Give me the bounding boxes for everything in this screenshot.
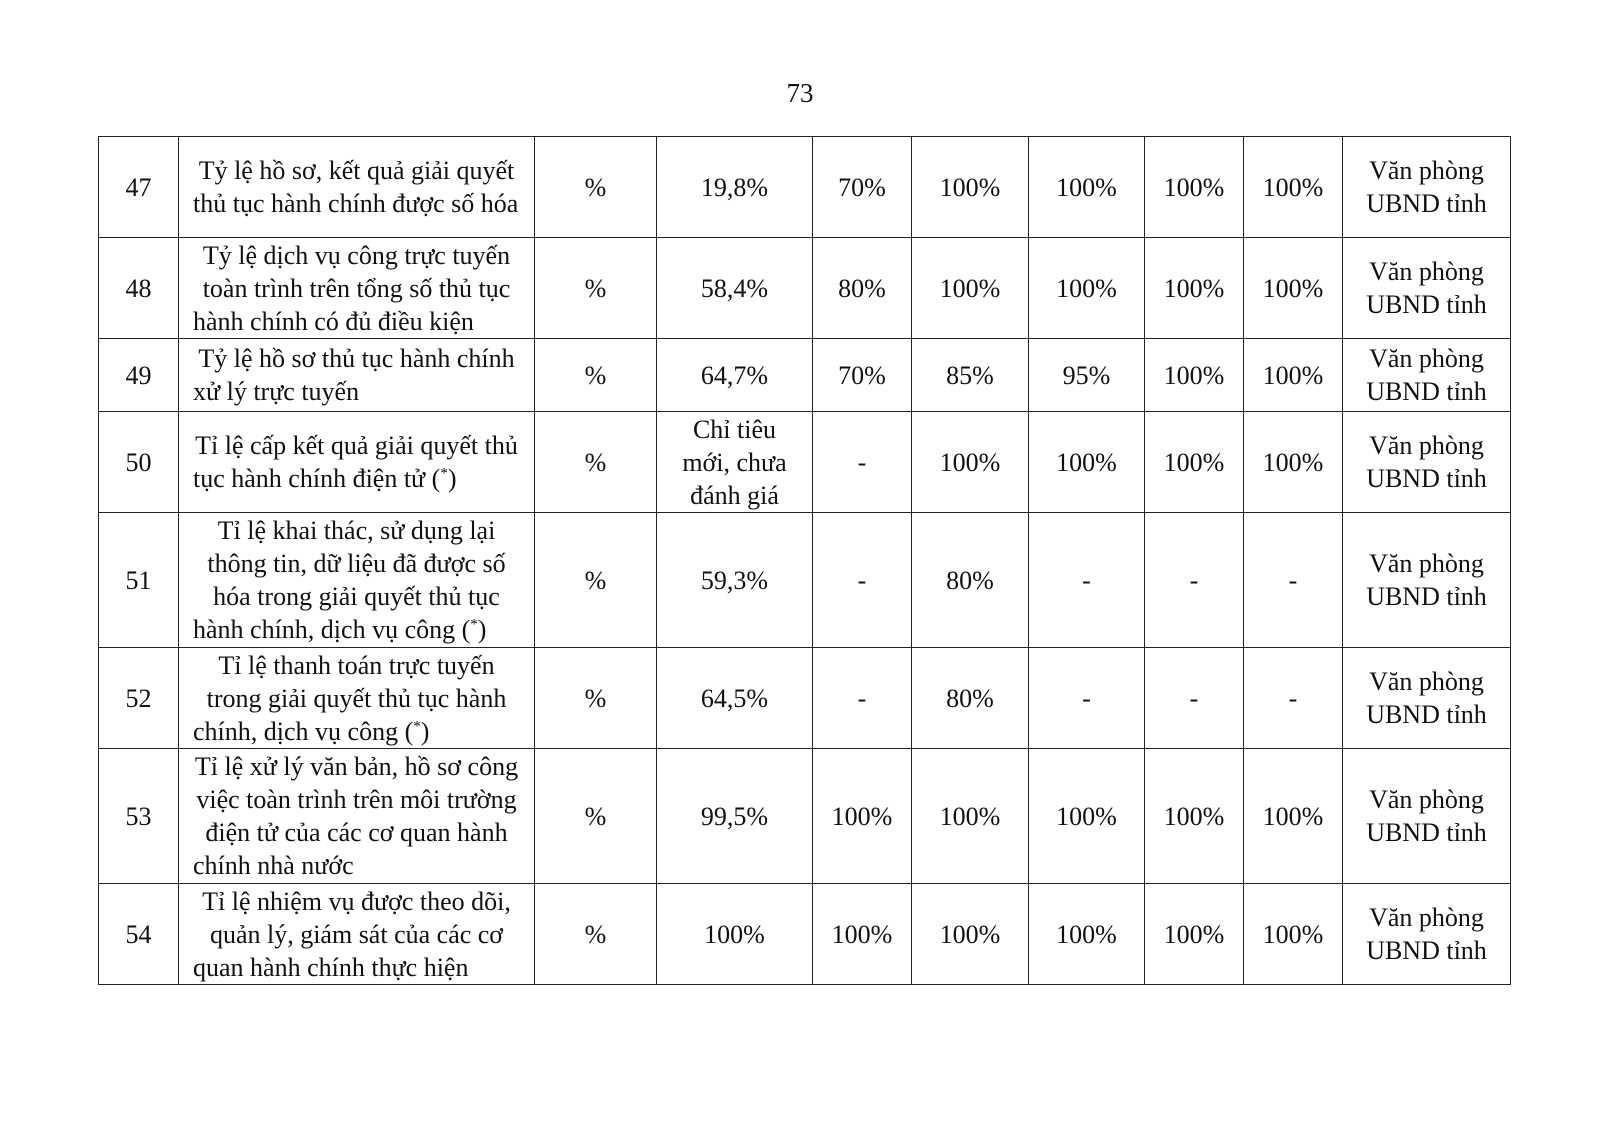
indicator-description-end: ) <box>447 464 457 493</box>
target-cell-2: 85% <box>912 339 1029 412</box>
indicator-description: Tỉ lệ khai thác, sử dụng lại thông tin, dữ liệu đã được số hóa trong giải quyết thủ tục hành chính, dịch vụ công ( <box>193 516 506 644</box>
page-number: 73 <box>786 78 814 108</box>
unit-cell: % <box>535 513 657 648</box>
row-number-cell: 47 <box>99 137 179 238</box>
target-cell-3: 100% <box>1029 412 1145 513</box>
target-cell-3: 100% <box>1029 238 1145 339</box>
indicator-description: Tỷ lệ hồ sơ, kết quả giải quyết thủ tục hành chính được số hóa <box>193 156 519 218</box>
target-cell-5: 100% <box>1244 238 1343 339</box>
target-cell-1: - <box>813 513 912 648</box>
target-cell-1: 100% <box>813 749 912 884</box>
unit-cell: % <box>535 412 657 513</box>
table-row <box>99 339 1511 412</box>
target-cell-5: - <box>1244 513 1343 648</box>
current-value-line: 64,7% <box>700 360 769 390</box>
table-row <box>99 513 1511 648</box>
indicator-table <box>98 136 1511 985</box>
indicator-description-cell <box>179 137 535 238</box>
target-cell-2: 80% <box>912 648 1029 749</box>
current-value-line: đánh giá <box>690 480 779 510</box>
row-number-cell: 51 <box>99 513 179 648</box>
agency-line: UBND tỉnh <box>1366 936 1487 965</box>
target-cell-1: 70% <box>813 137 912 238</box>
current-value-cell <box>657 238 813 339</box>
current-value-cell <box>657 513 813 648</box>
target-cell-4: 100% <box>1145 339 1244 412</box>
target-cell-1: - <box>813 648 912 749</box>
current-value-line: Chỉ tiêu <box>692 414 777 444</box>
agency-line: UBND tỉnh <box>1366 189 1487 218</box>
target-cell-1: 70% <box>813 339 912 412</box>
target-cell-3: 100% <box>1029 137 1145 238</box>
row-number-cell: 50 <box>99 412 179 513</box>
unit-cell: % <box>535 339 657 412</box>
responsible-agency-cell <box>1343 238 1511 339</box>
target-cell-2: 100% <box>912 412 1029 513</box>
current-value-line: 59,3% <box>700 565 769 595</box>
responsible-agency-cell <box>1343 412 1511 513</box>
target-cell-4: - <box>1145 513 1244 648</box>
current-value-line: 99,5% <box>700 801 769 831</box>
target-cell-4: 100% <box>1145 884 1244 985</box>
indicator-description: Tỷ lệ dịch vụ công trực tuyến toàn trình trên tổng số thủ tục hành chính có đủ điều kiện <box>193 240 511 336</box>
current-value-cell <box>657 412 813 513</box>
target-cell-5: - <box>1244 648 1343 749</box>
indicator-description-cell <box>179 339 535 412</box>
agency-line: UBND tỉnh <box>1366 290 1487 319</box>
target-cell-5: 100% <box>1244 412 1343 513</box>
agency-line: Văn phòng <box>1369 257 1484 286</box>
target-cell-3: 100% <box>1029 749 1145 884</box>
agency-line: Văn phòng <box>1369 431 1484 460</box>
current-value-line: 58,4% <box>700 273 769 303</box>
indicator-description-cell <box>179 238 535 339</box>
target-cell-4: 100% <box>1145 137 1244 238</box>
target-cell-2: 100% <box>912 137 1029 238</box>
agency-line: UBND tỉnh <box>1366 464 1487 493</box>
target-cell-4: - <box>1145 648 1244 749</box>
current-value-line: 19,8% <box>700 172 769 202</box>
target-cell-5: 100% <box>1244 749 1343 884</box>
responsible-agency-cell <box>1343 137 1511 238</box>
target-cell-5: 100% <box>1244 884 1343 985</box>
table-row <box>99 238 1511 339</box>
unit-cell: % <box>535 137 657 238</box>
row-number-cell: 54 <box>99 884 179 985</box>
indicator-description: Tỷ lệ hồ sơ thủ tục hành chính xử lý trực tuyến <box>193 344 515 406</box>
responsible-agency-cell <box>1343 749 1511 884</box>
indicator-description: Tỉ lệ xử lý văn bản, hồ sơ công việc toàn trình trên môi trường điện tử của các cơ quan hành chính nhà nước <box>193 752 519 880</box>
target-cell-2: 80% <box>912 513 1029 648</box>
unit-cell: % <box>535 749 657 884</box>
current-value-cell <box>657 648 813 749</box>
target-cell-5: 100% <box>1244 339 1343 412</box>
table-row <box>99 749 1511 884</box>
target-cell-4: 100% <box>1145 238 1244 339</box>
table-row <box>99 412 1511 513</box>
target-cell-4: 100% <box>1145 412 1244 513</box>
agency-line: UBND tỉnh <box>1366 818 1487 847</box>
row-number-cell: 53 <box>99 749 179 884</box>
footnote-marker: * <box>440 465 448 482</box>
agency-line: Văn phòng <box>1369 785 1484 814</box>
indicator-description-cell <box>179 884 535 985</box>
indicator-description-cell <box>179 412 535 513</box>
agency-line: Văn phòng <box>1369 667 1484 696</box>
current-value-cell <box>657 137 813 238</box>
footnote-marker: * <box>413 717 421 734</box>
footnote-marker: * <box>470 616 478 633</box>
indicator-description-end: ) <box>477 615 487 644</box>
indicator-description-cell <box>179 513 535 648</box>
unit-cell: % <box>535 884 657 985</box>
responsible-agency-cell <box>1343 339 1511 412</box>
target-cell-3: - <box>1029 513 1145 648</box>
indicator-description: Tỉ lệ thanh toán trực tuyến trong giải quyết thủ tục hành chính, dịch vụ công ( <box>193 650 507 746</box>
table-row <box>99 648 1511 749</box>
table-row <box>99 137 1511 238</box>
agency-line: Văn phòng <box>1369 344 1484 373</box>
row-number-cell: 49 <box>99 339 179 412</box>
agency-line: UBND tỉnh <box>1366 582 1487 611</box>
current-value-line: 100% <box>704 919 765 949</box>
target-cell-3: 100% <box>1029 884 1145 985</box>
target-cell-1: 80% <box>813 238 912 339</box>
row-number-cell: 48 <box>99 238 179 339</box>
target-cell-2: 100% <box>912 749 1029 884</box>
table-row <box>99 884 1511 985</box>
responsible-agency-cell <box>1343 648 1511 749</box>
current-value-cell <box>657 749 813 884</box>
current-value-cell <box>657 884 813 985</box>
agency-line: UBND tỉnh <box>1366 700 1487 729</box>
agency-line: Văn phòng <box>1369 903 1484 932</box>
target-cell-1: 100% <box>813 884 912 985</box>
current-value-line: mới, chưa <box>682 447 787 477</box>
agency-line: UBND tỉnh <box>1366 377 1487 406</box>
current-value-cell <box>657 339 813 412</box>
agency-line: Văn phòng <box>1369 156 1484 185</box>
indicator-description-cell <box>179 648 535 749</box>
unit-cell: % <box>535 648 657 749</box>
row-number-cell: 52 <box>99 648 179 749</box>
target-cell-3: - <box>1029 648 1145 749</box>
responsible-agency-cell <box>1343 884 1511 985</box>
target-cell-1: - <box>813 412 912 513</box>
unit-cell: % <box>535 238 657 339</box>
indicator-description: Tỉ lệ cấp kết quả giải quyết thủ tục hành chính điện tử ( <box>193 431 518 493</box>
target-cell-5: 100% <box>1244 137 1343 238</box>
target-cell-4: 100% <box>1145 749 1244 884</box>
responsible-agency-cell <box>1343 513 1511 648</box>
indicator-description-end: ) <box>420 716 430 746</box>
target-cell-2: 100% <box>912 884 1029 985</box>
indicator-description: Tỉ lệ nhiệm vụ được theo dõi, quản lý, giám sát của các cơ quan hành chính thực hiện <box>193 886 511 982</box>
agency-line: Văn phòng <box>1369 549 1484 578</box>
target-cell-3: 95% <box>1029 339 1145 412</box>
target-cell-2: 100% <box>912 238 1029 339</box>
current-value-line: 64,5% <box>700 683 769 713</box>
indicator-description-cell <box>179 749 535 884</box>
